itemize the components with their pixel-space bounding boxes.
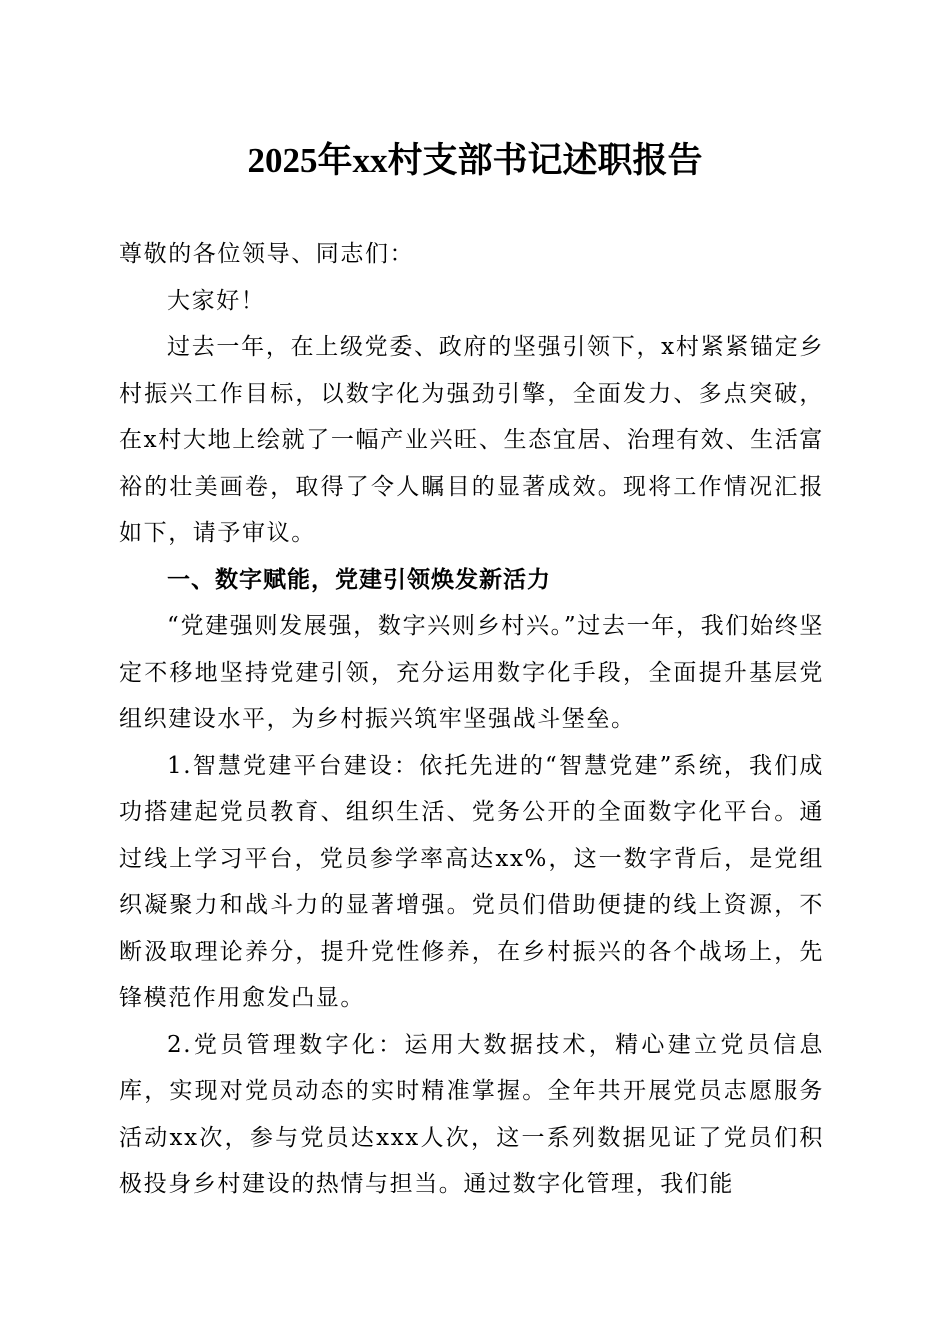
document-title: 2025年xx村支部书记述职报告 (247, 141, 703, 180)
section-heading: 一、数字赋能，党建引领焕发新活力 (167, 566, 551, 593)
list-item-digital-member-management: 2.党员管理数字化：运用大数据技术，精心建立党员信息库，实现对党员动态的实时精准掌握。全年共开展党员志愿服务活动xx次，参与党员达xxx人次，这一系列数据见证了党员们积极投身乡村建设的热情与担当。通过数字化管理，我们能 (119, 1031, 824, 1197)
salutation: 尊敬的各位领导、同志们： (119, 241, 415, 267)
document-body (119, 231, 824, 1208)
list-item-smart-party-platform: 1.智慧党建平台建设：依托先进的“智慧党建”系统，我们成功搭建起党员教育、组织生活、党务公开的全面数字化平台。通过线上学习平台，党员参学率高达xx%，这一数字背后，是党组织凝聚力和战斗力的显著增强。党员们借助便捷的线上资源，不断汲取理论养分，提升党性修养，在乡村振兴的各个战场上，先锋模范作用愈发凸显。 (119, 752, 824, 1011)
section-lead-paragraph: “党建强则发展强，数字兴则乡村兴。”过去一年，我们始终坚定不移地坚持党建引领，充分运用数字化手段，全面提升基层党组织建设水平，为乡村振兴筑牢坚强战斗堡垒。 (119, 613, 824, 732)
intro-paragraph: 过去一年，在上级党委、政府的坚强引领下，x村紧紧锚定乡村振兴工作目标，以数字化为强劲引擎，全面发力、多点突破，在x村大地上绘就了一幅产业兴旺、生态宜居、治理有效、生活富裕的壮美画卷，取得了令人瞩目的显著成效。现将工作情况汇报如下，请予审议。 (119, 334, 824, 546)
greeting: 大家好！ (167, 287, 266, 314)
